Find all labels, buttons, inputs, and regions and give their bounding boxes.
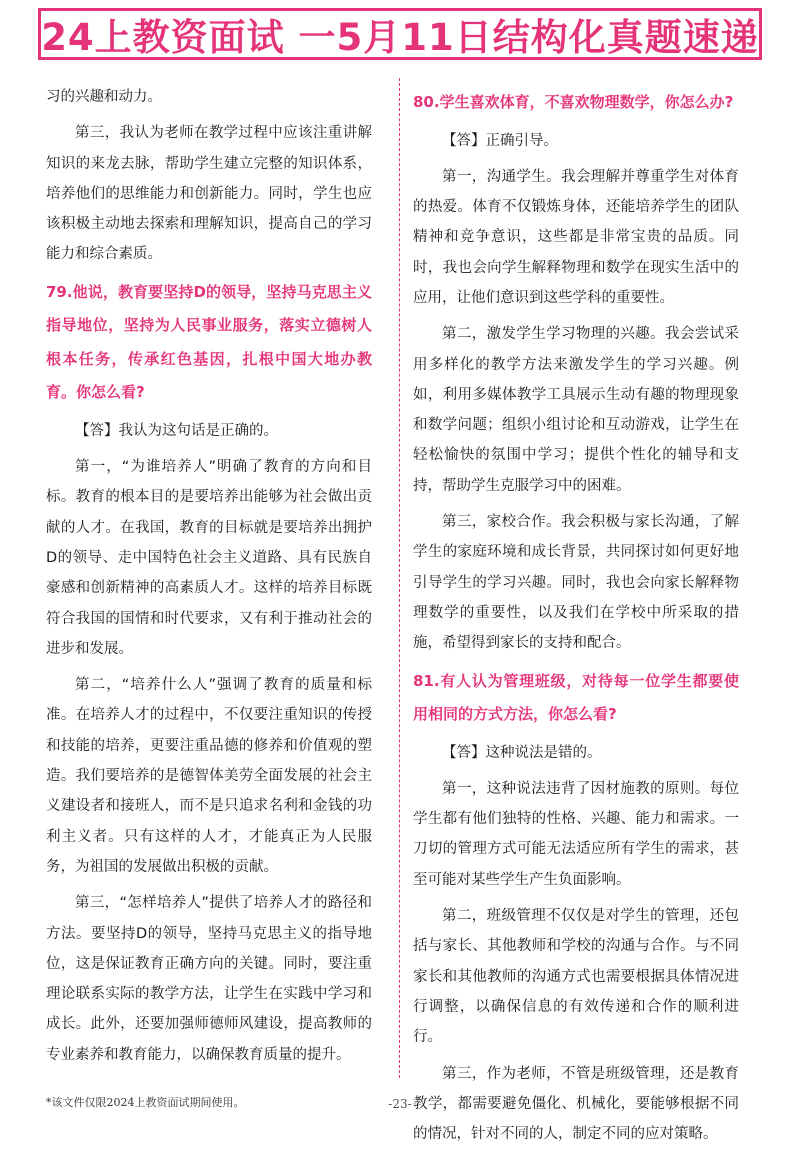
- paragraph: 第二，班级管理不仅仅是对学生的管理，还包括与家长、其他教师和学校的沟通与合作。与不同家长和其他教师的沟通方式也需要根据具体情况进行调整，以确保信息的有效传递和合作的顺利进行。: [413, 908, 739, 1046]
- question-80: 80.学生喜欢体育，不喜欢物理数学，你怎么办?: [413, 93, 734, 111]
- paragraph: 第一，“为谁培养人”明确了教育的方向和目标。教育的根本目的是要培养出能够为社会做出贡献的人才。在我国，教育的目标就是要培养出拥护D的领导、走中国特色社会主义道路、具有民族自豪感和创新精神的高素质人才。这样的培养目标既符合我国的国情和时代要求，又有利于推动社会的进步和发展。: [46, 459, 372, 657]
- paragraph: 第二，激发学生学习物理的兴趣。我会尝试采用多样化的教学方法来激发学生的学习兴趣。例如，利用多媒体教学工具展示生动有趣的物理现象和数学问题；组织小组讨论和互动游戏，让学生在轻松愉快的氛围中学习；提供个性化的辅导和支持，帮助学生克服学习中的困难。: [413, 326, 739, 494]
- paragraph: 第三，我认为老师在教学过程中应该注重讲解知识的来龙去脉，帮助学生建立完整的知识体系，培养他们的思维能力和创新能力。同时，学生也应该积极主动地去探索和理解知识，提高自己的学习能力和综合素质。: [46, 125, 372, 263]
- column-divider: [399, 78, 400, 1078]
- paragraph: 第二，“培养什么人”强调了教育的质量和标准。在培养人才的过程中，不仅要注重知识的传授和技能的培养，更要注重品德的修养和价值观的塑造。我们要培养的是德智体美劳全面发展的社会主义建设者和接班人，而不是只追求名利和金钱的功利主义者。只有这样的人才，才能真正为人民服务，为祖国的发展做出积极的贡献。: [46, 677, 372, 875]
- page-title: 24上教资面试 一5月11日结构化真题速递: [41, 16, 759, 59]
- paragraph: 第一，沟通学生。我会理解并尊重学生对体育的热爱。体育不仅锻炼身体，还能培养学生的团队精神和竞争意识，这些都是非常宝贵的品质。同时，我也会向学生解释物理和数学在现实生活中的应用，让他们意识到这些学科的重要性。: [413, 168, 739, 306]
- paragraph: 第三，作为老师，不管是班级管理，还是教育教学，都需要避免僵化、机械化，要能够根据不同的情况，针对不同的人，制定不同的应对策略。: [413, 1065, 739, 1143]
- page-number: -23-: [388, 1097, 412, 1111]
- right-column: [413, 82, 739, 1155]
- answer-lead: 【答】我认为这句话是正确的。: [75, 422, 278, 439]
- footer-note: *该文件仅限2024上教资面试期间使用。: [46, 1096, 245, 1109]
- question-81: 81.有人认为管理班级，对待每一位学生都要使用相同的方式方法，你怎么看?: [413, 671, 739, 724]
- left-column: [46, 82, 372, 1076]
- paragraph-continuation: 习的兴趣和动力。: [46, 89, 162, 105]
- answer-lead: 【答】正确引导。: [442, 132, 558, 149]
- paragraph: 第一，这种说法违背了因材施教的原则。每位学生都有他们独特的性格、兴趣、能力和需求。一刀切的管理方式可能无法适应所有学生的需求，甚至可能对某些学生产生负面影响。: [413, 780, 739, 888]
- answer-lead: 【答】这种说法是错的。: [442, 744, 602, 761]
- paragraph: 第三，“怎样培养人”提供了培养人才的路径和方法。要坚持D的领导，坚持马克思主义的指导地位，这是保证教育正确方向的关键。同时，要注重理论联系实际的教学方法，让学生在实践中学习和成长。此外，还要加强师德师风建设，提高教师的专业素养和教育能力，以确保教育质量的提升。: [46, 895, 372, 1063]
- question-79: 79.他说，教育要坚持D的领导，坚持马克思主义指导地位，坚持为人民事业服务，落实立德树人根本任务，传承红色基因，扎根中国大地办教育。你怎么看?: [46, 282, 372, 402]
- page-banner: [38, 8, 762, 60]
- paragraph: 第三，家校合作。我会积极与家长沟通，了解学生的家庭环境和成长背景，共同探讨如何更好地引导学生的学习兴趣。同时，我也会向家长解释物理数学的重要性，以及我们在学校中所采取的措施，希望得到家长的支持和配合。: [413, 514, 739, 652]
